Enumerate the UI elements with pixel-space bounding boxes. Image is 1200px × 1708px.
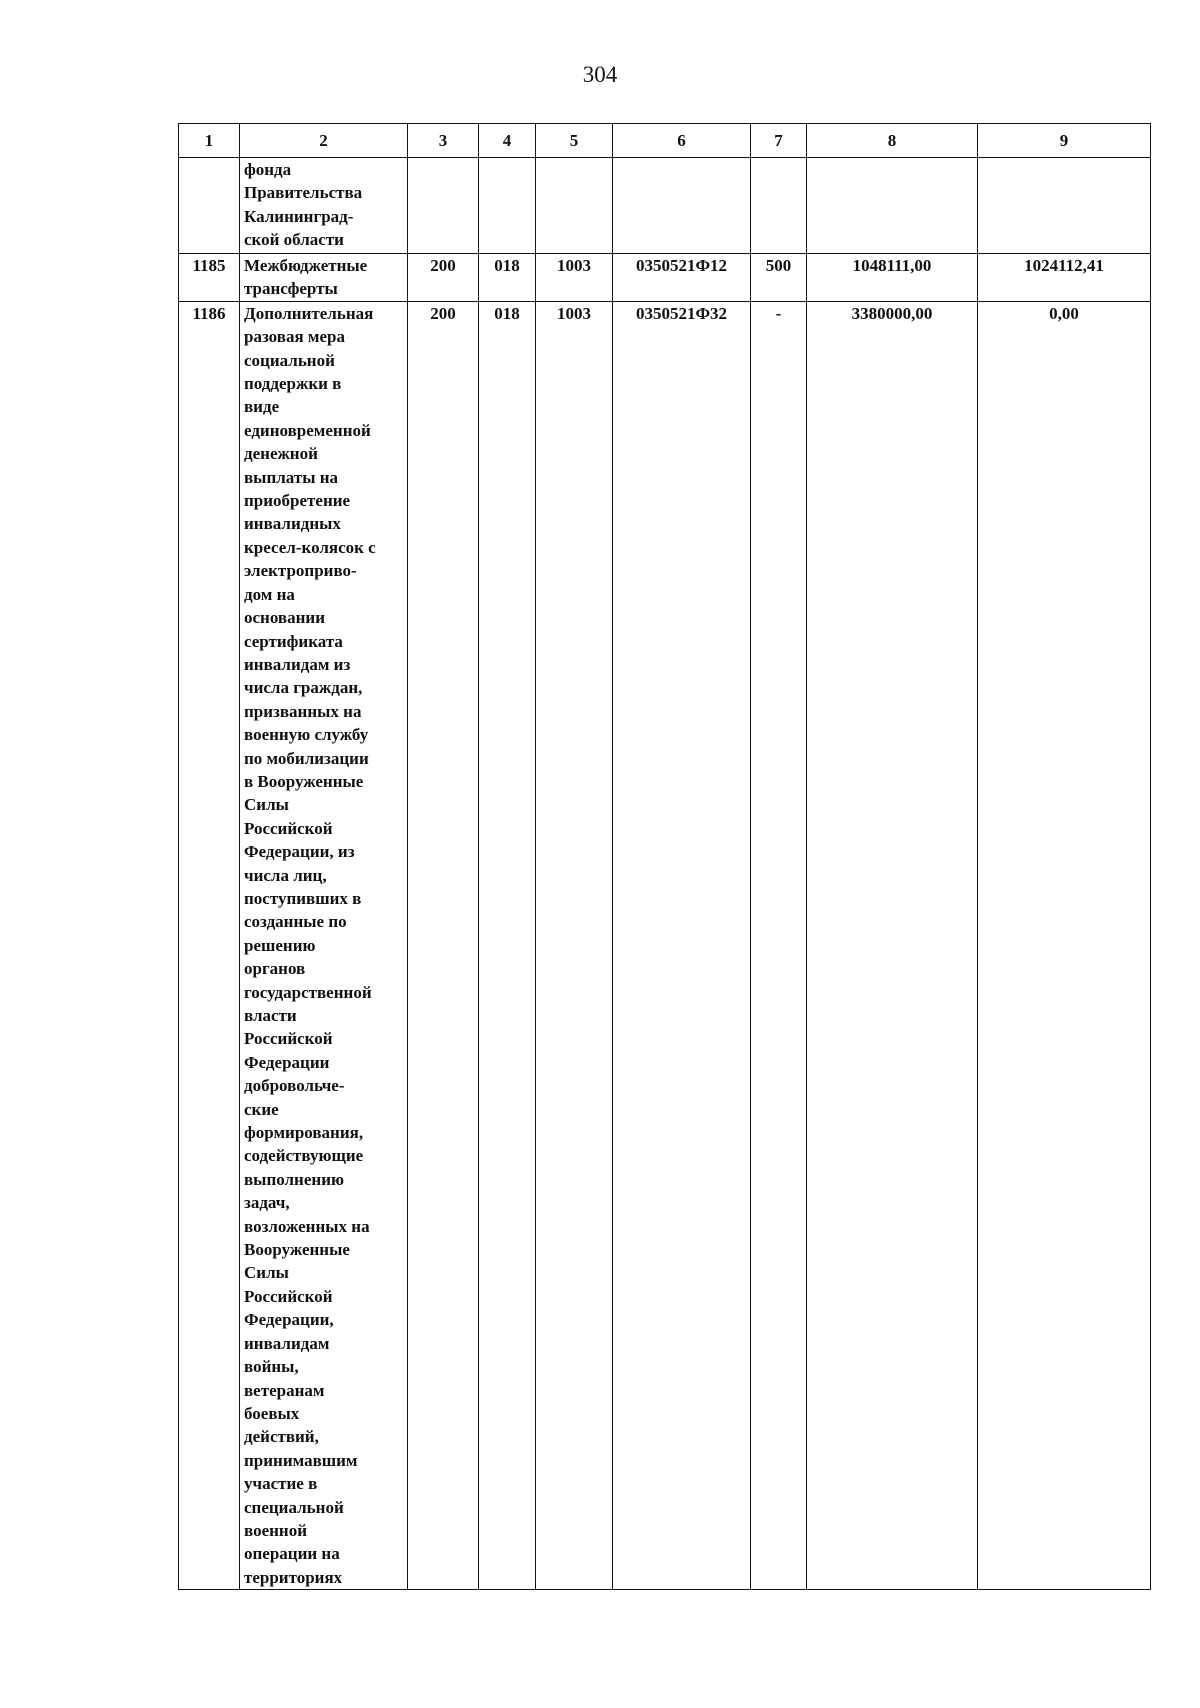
row-name-line: Калининград- <box>244 206 354 226</box>
row-col8-cell: 1048111,00 <box>807 254 978 302</box>
row-name-line: Российской <box>244 1286 333 1306</box>
row-name-line: власти <box>244 1006 297 1025</box>
row-name-line: Правительства <box>244 183 363 203</box>
row-name-line: Российской <box>244 818 333 838</box>
row-name-line: Силы <box>244 795 289 815</box>
row-name-line: войны, <box>244 1357 299 1377</box>
row-col8-cell <box>807 158 978 254</box>
row-name-line: государственной <box>244 982 372 1002</box>
row-name-line: призванных на <box>244 701 362 721</box>
row-name-line: поддержки в <box>244 374 342 394</box>
row-name-line: Вооруженные <box>244 1240 350 1260</box>
row-name-line: операции на <box>244 1544 340 1564</box>
row-name-line: трансферты <box>244 279 338 299</box>
row-name-line: ской области <box>244 230 344 250</box>
row-col6-cell <box>613 158 751 254</box>
row-name-line: числа лиц, <box>244 865 327 885</box>
row-col3-cell <box>408 158 479 254</box>
row-name-line: по мобилизации <box>244 748 369 768</box>
row-name-line: электроприво- <box>244 561 357 581</box>
row-name-line: поступивших в <box>244 888 362 908</box>
header-cell-1: 1 <box>179 124 240 158</box>
row-name-line: Федерации <box>244 1052 330 1072</box>
row-name-line: разовая мера <box>244 327 345 347</box>
row-col8-cell: 3380000,00 <box>807 301 978 1589</box>
row-col9-cell: 1024112,41 <box>978 254 1151 302</box>
table-row-continuation <box>179 158 1151 254</box>
row-name-line: инвалидам из <box>244 654 351 674</box>
row-name-line: Федерации, <box>244 1310 334 1330</box>
row-col6-cell: 0350521Ф32 <box>613 301 751 1589</box>
row-name-line: ские <box>244 1099 279 1119</box>
row-name-line: Дополнительная <box>244 303 374 323</box>
row-col7-cell: 500 <box>751 254 807 302</box>
row-name-line: дом на <box>244 584 295 604</box>
row-name-cell <box>240 254 408 302</box>
row-name-line: Межбюджетные <box>244 256 368 275</box>
page-number: 304 <box>582 62 618 87</box>
row-name-line: принимавшим <box>244 1450 358 1470</box>
row-name-line: в Вооруженные <box>244 771 364 791</box>
header-cell-4: 4 <box>479 124 536 158</box>
row-name-line: выплаты на <box>244 467 339 487</box>
row-name-line: Российской <box>244 1029 333 1049</box>
row-col9-cell: 0,00 <box>978 301 1151 1589</box>
row-name-line: Силы <box>244 1263 289 1283</box>
row-name-line: сертификата <box>244 631 343 651</box>
header-cell-8: 8 <box>807 124 978 158</box>
row-col7-cell <box>751 158 807 254</box>
row-name-line: боевых <box>244 1403 300 1423</box>
row-col6-cell: 0350521Ф12 <box>613 254 751 302</box>
row-name-line: кресел-колясок с <box>244 537 376 557</box>
budget-table <box>178 123 1151 1590</box>
table-row-1186 <box>179 301 1151 1589</box>
header-cell-6: 6 <box>613 124 751 158</box>
row-col5-cell: 1003 <box>536 301 613 1589</box>
header-cell-2: 2 <box>240 124 408 158</box>
row-name-line: социальной <box>244 350 335 370</box>
row-name-line: созданные по <box>244 912 347 932</box>
header-cell-7: 7 <box>751 124 807 158</box>
row-name-line: инвалидам <box>244 1333 330 1353</box>
row-col4-cell <box>479 158 536 254</box>
header-cell-3: 3 <box>408 124 479 158</box>
row-name-line: органов <box>244 959 306 979</box>
row-name-lines <box>244 302 403 1589</box>
row-name-line: действий, <box>244 1427 319 1447</box>
header-cell-5: 5 <box>536 124 613 158</box>
row-name-line: формирования, <box>244 1123 364 1143</box>
row-name-line: решению <box>244 935 316 955</box>
row-number-cell <box>179 158 240 254</box>
header-cell-9: 9 <box>978 124 1151 158</box>
row-name-line: специальной <box>244 1497 344 1517</box>
row-name-lines <box>244 254 403 301</box>
row-name-lines <box>244 158 403 252</box>
row-name-line: военную службу <box>244 725 369 745</box>
row-number-cell: 1186 <box>179 301 240 1589</box>
row-col7-cell: - <box>751 301 807 1589</box>
row-number-cell: 1185 <box>179 254 240 302</box>
row-name-line: территориях <box>244 1567 343 1587</box>
row-name-line: задач, <box>244 1193 290 1213</box>
row-name-line: основании <box>244 608 325 628</box>
row-col4-cell: 018 <box>479 301 536 1589</box>
row-name-line: виде <box>244 397 280 417</box>
row-name-line: числа граждан, <box>244 678 363 698</box>
row-name-line: фонда <box>244 160 292 179</box>
row-col5-cell: 1003 <box>536 254 613 302</box>
row-name-line: денежной <box>244 444 318 464</box>
row-name-line: приобретение <box>244 491 351 511</box>
row-name-line: единовременной <box>244 420 371 440</box>
row-name-line: добровольче- <box>244 1076 345 1096</box>
row-col5-cell <box>536 158 613 254</box>
row-name-cell <box>240 158 408 254</box>
row-name-line: содействующие <box>244 1146 364 1166</box>
row-col3-cell: 200 <box>408 254 479 302</box>
row-name-line: военной <box>244 1520 307 1540</box>
row-name-line: участие в <box>244 1474 318 1494</box>
row-name-line: возложенных на <box>244 1216 370 1236</box>
row-name-cell <box>240 301 408 1589</box>
row-col9-cell <box>978 158 1151 254</box>
row-name-line: ветеранам <box>244 1380 325 1400</box>
row-name-line: Федерации, из <box>244 842 355 862</box>
table-row-1185 <box>179 254 1151 302</box>
row-col4-cell: 018 <box>479 254 536 302</box>
header-row <box>179 124 1151 158</box>
row-name-line: инвалидных <box>244 514 341 534</box>
row-col3-cell: 200 <box>408 301 479 1589</box>
row-name-line: выполнению <box>244 1169 344 1189</box>
